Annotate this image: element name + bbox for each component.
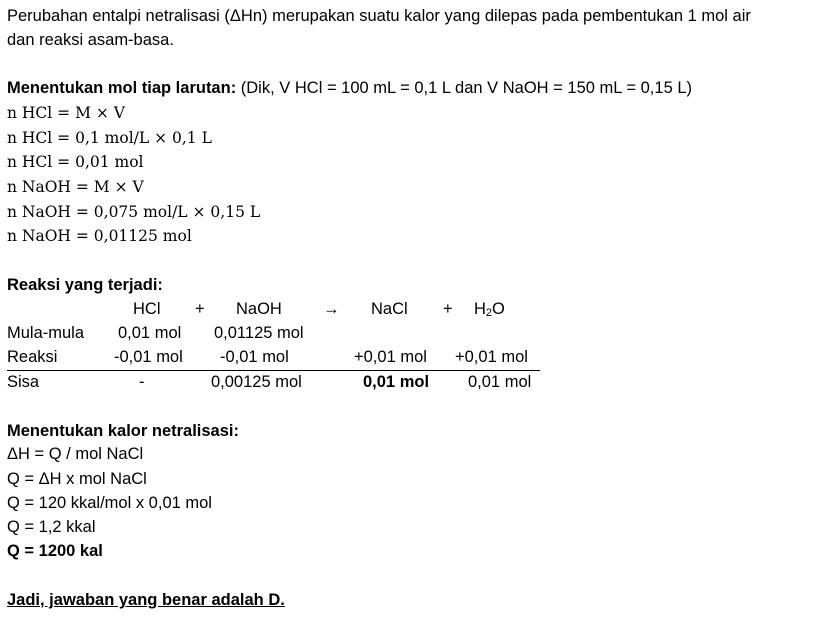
equation-n-naoh-substitution: n NaOH = 0,075 mol/L × 0,15 L bbox=[7, 203, 261, 221]
header-arrow: → bbox=[323, 300, 340, 318]
intro-line-2: dan reaksi asam-basa. bbox=[7, 31, 174, 49]
header-naoh: NaOH bbox=[236, 300, 282, 318]
header-h2o bbox=[474, 298, 505, 320]
header-h2o-subscript: 2 bbox=[485, 307, 493, 319]
heat-line-substitution: Q = 120 kkal/mol x 0,01 mol bbox=[7, 494, 212, 512]
conclusion: Jadi, jawaban yang benar adalah D. bbox=[7, 591, 285, 609]
equation-n-hcl-substitution: n HCl = 0,1 mol/L × 0,1 L bbox=[7, 129, 212, 147]
equation-n-naoh-formula: n NaOH = M × V bbox=[7, 178, 144, 196]
row-reaction-naoh: -0,01 mol bbox=[220, 348, 289, 366]
row-remaining-naoh: 0,00125 mol bbox=[211, 373, 302, 391]
header-h2o-o: O bbox=[492, 300, 505, 318]
header-plus-2: + bbox=[443, 300, 453, 318]
intro-line-1: Perubahan entalpi netralisasi (ΔHn) merupakan suatu kalor yang dilepas pada pembentukan 1 mol air bbox=[7, 7, 751, 25]
row-reaction-hcl: -0,01 mol bbox=[114, 348, 183, 366]
mol-section-given: (Dik, V HCl = 100 mL = 0,1 L dan V NaOH = 150 mL = 0,15 L) bbox=[236, 79, 692, 97]
equation-n-naoh-result: n NaOH = 0,01125 mol bbox=[7, 227, 192, 245]
mol-section-title bbox=[7, 77, 692, 99]
row-reaction-nacl: +0,01 mol bbox=[354, 348, 427, 366]
row-initial-hcl: 0,01 mol bbox=[118, 324, 182, 342]
heat-section-heading: Menentukan kalor netralisasi: bbox=[7, 422, 239, 440]
row-label-reaction: Reaksi bbox=[7, 348, 58, 366]
row-remaining-hcl: - bbox=[139, 373, 145, 391]
header-nacl: NaCl bbox=[371, 300, 408, 318]
equation-n-hcl-result: n HCl = 0,01 mol bbox=[7, 153, 144, 171]
heat-line-kcal: Q = 1,2 kkal bbox=[7, 518, 96, 536]
row-label-initial: Mula-mula bbox=[7, 324, 85, 342]
reaction-heading: Reaksi yang terjadi: bbox=[7, 276, 163, 294]
header-h2o-h: H bbox=[474, 300, 486, 318]
row-remaining-h2o: 0,01 mol bbox=[468, 373, 532, 391]
heat-line-rearranged: Q = ΔH x mol NaCl bbox=[7, 470, 147, 488]
row-label-remaining: Sisa bbox=[7, 373, 40, 391]
row-remaining-nacl: 0,01 mol bbox=[363, 373, 430, 391]
row-reaction-h2o: +0,01 mol bbox=[455, 348, 528, 366]
header-plus-1: + bbox=[195, 300, 205, 318]
heat-line-definition: ΔH = Q / mol NaCl bbox=[7, 445, 144, 463]
mol-section-heading: Menentukan mol tiap larutan: bbox=[7, 79, 237, 97]
equation-n-hcl-formula: n HCl = M × V bbox=[7, 104, 125, 122]
header-hcl: HCl bbox=[133, 300, 161, 318]
row-initial-naoh: 0,01125 mol bbox=[214, 324, 304, 342]
heat-result: Q = 1200 kal bbox=[7, 542, 103, 560]
